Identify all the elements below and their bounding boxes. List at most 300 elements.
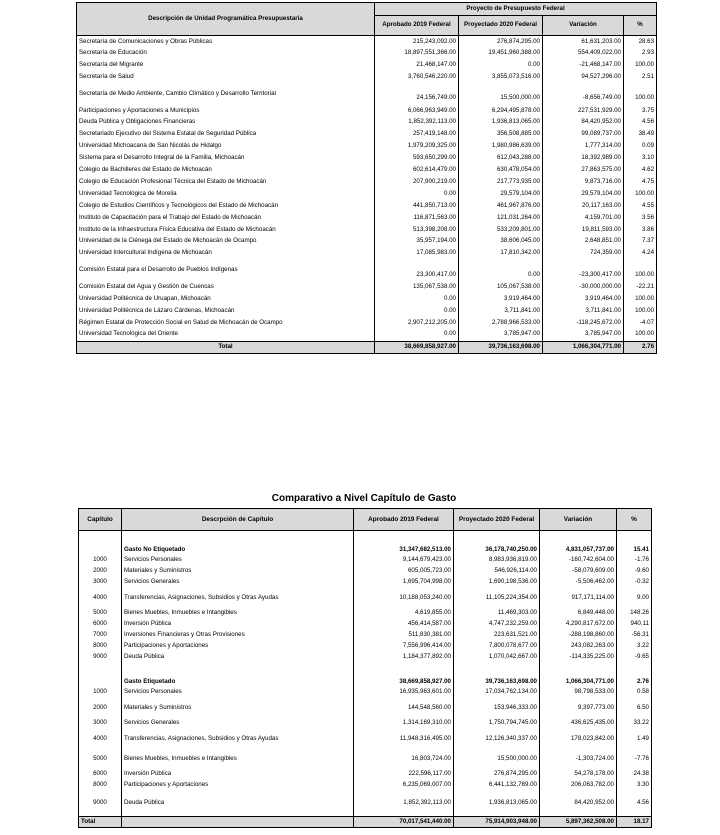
unit-description: Colegio de Educación Profesional Técnica del Estado de Michoacán <box>77 176 375 188</box>
unit-description: Deuda Pública y Obligaciones Financieras <box>77 117 375 129</box>
projected-2020: 19,451,960,388.00 <box>459 47 543 59</box>
percent: 0.09 <box>624 141 657 153</box>
unit-description: Secretaría de Comunicaciones y Obras Públicas <box>77 36 375 48</box>
unit-description: Comisión Estatal para el Desarrollo de Pueblos Indígenas <box>77 260 375 282</box>
approved-2019: 11,948,316,495.00 <box>354 729 454 749</box>
projected-2020: 15,500,000.00 <box>459 83 543 105</box>
percent: 100.00 <box>624 59 657 71</box>
variation: 554,409,022.00 <box>543 47 624 59</box>
percent: 148.26 <box>617 608 652 619</box>
projected-2020: 15,500,000.00 <box>454 749 540 769</box>
chapter-comparison-title: Comparativo a Nivel Capítulo de Gasto <box>271 493 457 504</box>
spacer-cell <box>454 663 540 677</box>
approved-2019: 6,235,069,007.00 <box>354 780 454 791</box>
percent: -7.76 <box>617 749 652 769</box>
table-row <box>79 577 652 588</box>
projected-2020: 6,441,132,789.00 <box>454 780 540 791</box>
table-row <box>79 608 652 619</box>
total-approved: 70,017,541,440.00 <box>354 817 454 828</box>
approved-2019: 456,414,587.00 <box>354 619 454 630</box>
chapter-code <box>79 545 122 556</box>
table-row <box>79 718 652 729</box>
percent: 3.30 <box>617 780 652 791</box>
projected-2020: 11,105,224,354.00 <box>454 588 540 608</box>
percent: 3.22 <box>617 641 652 652</box>
variation: 4,159,701.00 <box>543 212 624 224</box>
variation: 61,631,203.00 <box>543 36 624 48</box>
unit-description: Secretaría del Migrante <box>77 59 375 71</box>
projected-2020: 3,785,947.00 <box>459 329 543 341</box>
table-row <box>79 652 652 663</box>
approved-2019: 511,830,381.00 <box>354 630 454 641</box>
projected-2020: 1,936,813,065.00 <box>454 791 540 817</box>
projected-2020: 612,043,288.00 <box>459 153 543 165</box>
table-row <box>77 129 657 141</box>
projected-2020: 12,126,340,337.00 <box>454 729 540 749</box>
table-row <box>77 117 657 129</box>
variation: 20,117,163.00 <box>543 200 624 212</box>
approved-2019: 16,935,963,601.00 <box>354 687 454 698</box>
header-percent: % <box>617 509 652 531</box>
percent: 6.50 <box>617 698 652 718</box>
table-row <box>77 260 657 282</box>
percent: 1.49 <box>617 729 652 749</box>
budget-units-body <box>77 36 657 342</box>
total-percent: 18.17 <box>617 817 652 828</box>
chapter-description: Materiales y Suministros <box>122 566 354 577</box>
projected-2020: 223,631,521.00 <box>454 630 540 641</box>
total-percent: 2.76 <box>624 341 657 353</box>
unit-description: Universidad Intercultural Indígena de Michoacán <box>77 248 375 260</box>
chapter-description: Inversión Pública <box>122 619 354 630</box>
table-row <box>79 588 652 608</box>
spacer-cell <box>122 531 354 545</box>
projected-2020: 1,980,986,639.00 <box>459 141 543 153</box>
variation: 9,873,716.00 <box>543 176 624 188</box>
variation: 3,785,947.00 <box>543 329 624 341</box>
table-row <box>79 687 652 698</box>
approved-2019: 207,900,219.00 <box>375 176 459 188</box>
percent: 7.37 <box>624 236 657 248</box>
variation: 3,711,841.00 <box>543 305 624 317</box>
chapter-code <box>79 677 122 688</box>
header-description: Descripción de Unidad Programática Presupuestaria <box>77 3 375 36</box>
variation: 243,082,263.00 <box>540 641 617 652</box>
variation: -23,300,417.00 <box>543 260 624 282</box>
header-chapter-description: Descrpción de Capítulo <box>122 509 354 531</box>
unit-description: Secretaría de Educación <box>77 47 375 59</box>
approved-2019: 23,300,417.00 <box>375 260 459 282</box>
percent: 2.51 <box>624 71 657 83</box>
projected-2020: 630,478,054.00 <box>459 165 543 177</box>
variation: 724,359.00 <box>543 248 624 260</box>
chapter-code: 4000 <box>79 588 122 608</box>
projected-2020: 2,788,966,533.00 <box>459 317 543 329</box>
table-row <box>77 165 657 177</box>
chapter-code: 5000 <box>79 608 122 619</box>
spacer-cell <box>617 663 652 677</box>
variation: -114,335,225.00 <box>540 652 617 663</box>
total-variation: 1,066,304,771.00 <box>543 341 624 353</box>
variation: 84,420,952.00 <box>543 117 624 129</box>
chapter-description: Servicios Generales <box>122 718 354 729</box>
variation: 3,919,464.00 <box>543 294 624 306</box>
approved-2019: 3,760,546,220.00 <box>375 71 459 83</box>
chapter-description: Gasto No Etiquetado <box>122 545 354 556</box>
projected-2020: 461,967,876.00 <box>459 200 543 212</box>
approved-2019: 9,144,679,423.00 <box>354 555 454 566</box>
total-label: Total <box>79 817 122 828</box>
approved-2019: 21,468,147.00 <box>375 59 459 71</box>
chapter-code: 3000 <box>79 577 122 588</box>
variation: 917,171,114.00 <box>540 588 617 608</box>
variation: 27,863,575.00 <box>543 165 624 177</box>
table-row <box>77 59 657 71</box>
projected-2020: 29,579,104.00 <box>459 188 543 200</box>
chapter-comparison-body <box>79 531 652 817</box>
chapter-code: 4000 <box>79 729 122 749</box>
table-row <box>77 305 657 317</box>
header-approved-2019: Aprobado 2019 Federal <box>375 16 459 36</box>
chapter-description: Servicios Generales <box>122 577 354 588</box>
spacer-cell <box>79 531 122 545</box>
projected-2020: 0.00 <box>459 260 543 282</box>
percent: 940.11 <box>617 619 652 630</box>
chapter-description: Participaciones y Aportaciones <box>122 641 354 652</box>
header-projected-2020: Proyectado 2020 Federal <box>454 509 540 531</box>
approved-2019: 17,085,983.00 <box>375 248 459 260</box>
projected-2020: 8,983,936,819.00 <box>454 555 540 566</box>
percent: 100.00 <box>624 83 657 105</box>
approved-2019: 144,548,560.00 <box>354 698 454 718</box>
percent: -22.21 <box>624 282 657 294</box>
variation: 2,648,851.00 <box>543 236 624 248</box>
chapter-comparison-table <box>78 508 652 828</box>
approved-2019: 0.00 <box>375 188 459 200</box>
projected-2020: 546,926,114.00 <box>454 566 540 577</box>
table-row <box>77 212 657 224</box>
table-row <box>77 317 657 329</box>
percent: -0.32 <box>617 577 652 588</box>
chapter-description: Bienes Muebles, Inmuebles e Intangibles <box>122 749 354 769</box>
header-variation: Variación <box>540 509 617 531</box>
unit-description: Secretaría de Medio Ambiente, Cambio Climático y Desarrollo Territorial <box>77 83 375 105</box>
chapter-description: Materiales y Suministros <box>122 698 354 718</box>
variation: 206,063,782.00 <box>540 780 617 791</box>
percent: 15.41 <box>617 545 652 556</box>
variation: -5,506,462.00 <box>540 577 617 588</box>
header-variation: Variación <box>543 16 624 36</box>
percent: 100.00 <box>624 329 657 341</box>
unit-description: Participaciones y Aportaciones a Municipios <box>77 105 375 117</box>
projected-2020: 276,874,295.00 <box>454 769 540 780</box>
approved-2019: 602,614,479.00 <box>375 165 459 177</box>
unit-description: Universidad Politécnica de Uruapan, Michoacán <box>77 294 375 306</box>
projected-2020: 1,936,813,065.00 <box>459 117 543 129</box>
unit-description: Universidad Tecnológica del Oriente <box>77 329 375 341</box>
spacer-cell <box>540 531 617 545</box>
variation: 19,811,593.00 <box>543 224 624 236</box>
variation: 99,089,737.00 <box>543 129 624 141</box>
approved-2019: 605,005,723.00 <box>354 566 454 577</box>
variation: -160,742,604.00 <box>540 555 617 566</box>
approved-2019: 593,650,299.00 <box>375 153 459 165</box>
projected-2020: 1,750,794,745.00 <box>454 718 540 729</box>
percent: 4.56 <box>617 791 652 817</box>
percent: 3.86 <box>624 224 657 236</box>
chapter-description: Deuda Pública <box>122 791 354 817</box>
approved-2019: 16,803,724.00 <box>354 749 454 769</box>
unit-description: Universidad de la Ciénega del Estado de Michoacán de Ocampo <box>77 236 375 248</box>
unit-description: Instituto de la Infraestructura Física Educativa del Estado de Michoacán <box>77 224 375 236</box>
variation: 227,531,929.00 <box>543 105 624 117</box>
header-federal-budget-group: Proyecto de Presupuesto Federal <box>375 3 657 16</box>
unit-description: Régimen Estatal de Protección Social en Salud de Michoacán de Ocampo <box>77 317 375 329</box>
unit-description: Universidad Michoacana de San Nicolás de Hidalgo <box>77 141 375 153</box>
projected-2020: 217,773,935.00 <box>459 176 543 188</box>
percent: 4.24 <box>624 248 657 260</box>
approved-2019: 7,556,996,414.00 <box>354 641 454 652</box>
percent: 3.10 <box>624 153 657 165</box>
approved-2019: 257,419,148.00 <box>375 129 459 141</box>
table-row <box>77 141 657 153</box>
spacer-cell <box>354 663 454 677</box>
table-row <box>77 329 657 341</box>
chapter-code: 8000 <box>79 641 122 652</box>
projected-2020: 7,800,078,677.00 <box>454 641 540 652</box>
variation: 98,798,533.00 <box>540 687 617 698</box>
approved-2019: 18,897,551,366.00 <box>375 47 459 59</box>
unit-description: Colegio de Bachilleres del Estado de Michoacán <box>77 165 375 177</box>
spacer-cell <box>617 531 652 545</box>
approved-2019: 0.00 <box>375 329 459 341</box>
chapter-description: Participaciones y Aportaciones <box>122 780 354 791</box>
chapter-description: Servicios Personales <box>122 687 354 698</box>
percent: 38.49 <box>624 129 657 141</box>
table-row <box>77 176 657 188</box>
table-row <box>79 566 652 577</box>
chapter-code: 7000 <box>79 630 122 641</box>
unit-description: Colegio de Estudios Científicos y Tecnológicos del Estado de Michoacán <box>77 200 375 212</box>
table-row <box>79 791 652 817</box>
variation: -288,198,860.00 <box>540 630 617 641</box>
projected-2020: 4,747,232,259.00 <box>454 619 540 630</box>
total-row <box>79 817 652 828</box>
projected-2020: 533,209,801.00 <box>459 224 543 236</box>
table-row <box>77 248 657 260</box>
approved-2019: 1,852,392,113.00 <box>354 791 454 817</box>
approved-2019: 38,669,858,927.00 <box>354 677 454 688</box>
chapter-description: Transferencias, Asignaciones, Subsidios y Otras Ayudas <box>122 588 354 608</box>
spacer-cell <box>454 531 540 545</box>
total-projected: 75,914,903,948.00 <box>454 817 540 828</box>
approved-2019: 10,188,053,240.00 <box>354 588 454 608</box>
chapter-description: Inversiones Financieras y Otras Provisiones <box>122 630 354 641</box>
variation: -118,245,672.00 <box>543 317 624 329</box>
table-row <box>77 36 657 48</box>
percent: -1.76 <box>617 555 652 566</box>
percent: 33.22 <box>617 718 652 729</box>
total-label: Total <box>77 341 375 353</box>
header-approved-2019: Aprobado 2019 Federal <box>354 509 454 531</box>
projected-2020: 11,469,303.00 <box>454 608 540 619</box>
chapter-code: 2000 <box>79 698 122 718</box>
projected-2020: 153,946,333.00 <box>454 698 540 718</box>
approved-2019: 1,979,209,325.00 <box>375 141 459 153</box>
approved-2019: 1,852,392,113.00 <box>375 117 459 129</box>
approved-2019: 215,243,092.00 <box>375 36 459 48</box>
percent: 28.63 <box>624 36 657 48</box>
projected-2020: 3,919,464.00 <box>459 294 543 306</box>
table-row <box>77 236 657 248</box>
percent: 4.75 <box>624 176 657 188</box>
chapter-code: 9000 <box>79 652 122 663</box>
chapter-description: Servicios Personales <box>122 555 354 566</box>
percent: -56.31 <box>617 630 652 641</box>
variation: 4,831,057,737.00 <box>540 545 617 556</box>
chapter-code: 1000 <box>79 687 122 698</box>
header-percent: % <box>624 16 657 36</box>
unit-description: Universidad Tecnológica de Morelia <box>77 188 375 200</box>
approved-2019: 31,347,682,513.00 <box>354 545 454 556</box>
unit-description: Sistema para el Desarrollo Integral de la Familia, Michoacán <box>77 153 375 165</box>
projected-2020: 39,736,163,698.00 <box>454 677 540 688</box>
percent: 100.00 <box>624 294 657 306</box>
total-variation: 5,897,362,508.00 <box>540 817 617 828</box>
percent: 2.76 <box>617 677 652 688</box>
spacer-cell <box>540 663 617 677</box>
total-row <box>77 341 657 353</box>
projected-2020: 0.00 <box>459 59 543 71</box>
approved-2019: 222,596,117.00 <box>354 769 454 780</box>
variation: 1,066,304,771.00 <box>540 677 617 688</box>
table-row <box>77 83 657 105</box>
table-row <box>77 105 657 117</box>
percent: 24.38 <box>617 769 652 780</box>
variation: 6,849,448.00 <box>540 608 617 619</box>
chapter-code: 8000 <box>79 780 122 791</box>
variation: 1,777,314.00 <box>543 141 624 153</box>
approved-2019: 135,067,538.00 <box>375 282 459 294</box>
percent: 2.93 <box>624 47 657 59</box>
table-row <box>79 698 652 718</box>
projected-2020: 17,810,342.00 <box>459 248 543 260</box>
variation: -30,000,000.00 <box>543 282 624 294</box>
approved-2019: 2,907,212,205.00 <box>375 317 459 329</box>
unit-description: Comisión Estatal del Agua y Gestión de Cuencas <box>77 282 375 294</box>
unit-description: Secretaría de Salud <box>77 71 375 83</box>
spacer-cell <box>354 531 454 545</box>
variation: 9,397,773.00 <box>540 698 617 718</box>
approved-2019: 4,619,855.00 <box>354 608 454 619</box>
projected-2020: 3,711,841.00 <box>459 305 543 317</box>
projected-2020: 276,874,295.00 <box>459 36 543 48</box>
approved-2019: 1,314,169,310.00 <box>354 718 454 729</box>
projected-2020: 6,294,495,878.00 <box>459 105 543 117</box>
variation: 436,625,435.00 <box>540 718 617 729</box>
chapter-code: 3000 <box>79 718 122 729</box>
group-row <box>79 677 652 688</box>
table-row <box>77 224 657 236</box>
chapter-code: 6000 <box>79 769 122 780</box>
projected-2020: 356,508,885.00 <box>459 129 543 141</box>
projected-2020: 1,070,042,667.00 <box>454 652 540 663</box>
table-row <box>77 188 657 200</box>
table-row <box>79 780 652 791</box>
table-row <box>77 47 657 59</box>
percent: 0.58 <box>617 687 652 698</box>
header-chapter: Capítulo <box>79 509 122 531</box>
chapter-description: Inversión Pública <box>122 769 354 780</box>
chapter-code: 1000 <box>79 555 122 566</box>
percent: 100.00 <box>624 188 657 200</box>
approved-2019: 116,871,563.00 <box>375 212 459 224</box>
percent: 9.00 <box>617 588 652 608</box>
chapter-description: Bienes Muebles, Inmuebles e Intangibles <box>122 608 354 619</box>
budget-units-table <box>76 2 657 354</box>
table-row <box>79 729 652 749</box>
percent: 100.00 <box>624 305 657 317</box>
percent: -4.07 <box>624 317 657 329</box>
approved-2019: 1,184,377,892.00 <box>354 652 454 663</box>
table-row <box>79 769 652 780</box>
table-row <box>79 619 652 630</box>
unit-description: Instituto de Capacitación para el Trabajo del Estado de Michoacán <box>77 212 375 224</box>
table-row <box>79 749 652 769</box>
approved-2019: 0.00 <box>375 294 459 306</box>
percent: 4.55 <box>624 200 657 212</box>
approved-2019: 513,398,208.00 <box>375 224 459 236</box>
table-row <box>77 153 657 165</box>
approved-2019: 24,156,749.00 <box>375 83 459 105</box>
chapter-code: 9000 <box>79 791 122 817</box>
chapter-code: 5000 <box>79 749 122 769</box>
projected-2020: 105,067,538.00 <box>459 282 543 294</box>
projected-2020: 1,690,198,536.00 <box>454 577 540 588</box>
chapter-code: 2000 <box>79 566 122 577</box>
total-projected: 39,736,163,698.00 <box>459 341 543 353</box>
spacer-row <box>79 531 652 545</box>
chapter-description: Deuda Pública <box>122 652 354 663</box>
total-spacer <box>122 817 354 828</box>
percent: -9.60 <box>617 566 652 577</box>
variation: 18,392,989.00 <box>543 153 624 165</box>
projected-2020: 17,034,762,134.00 <box>454 687 540 698</box>
table-row <box>79 641 652 652</box>
table-row <box>79 630 652 641</box>
chapter-description: Gasto Etiquetado <box>122 677 354 688</box>
approved-2019: 6,066,963,949.00 <box>375 105 459 117</box>
table-row <box>77 294 657 306</box>
percent: 4.56 <box>624 117 657 129</box>
chapter-description: Transferencias, Asignaciones, Subsidios y Otras Ayudas <box>122 729 354 749</box>
variation: 94,527,296.00 <box>543 71 624 83</box>
variation: 54,278,178.00 <box>540 769 617 780</box>
spacer-cell <box>79 663 122 677</box>
approved-2019: 35,957,194.00 <box>375 236 459 248</box>
percent: 3.75 <box>624 105 657 117</box>
variation: -58,079,609.00 <box>540 566 617 577</box>
chapter-code: 6000 <box>79 619 122 630</box>
unit-description: Universidad Politécnica de Lázaro Cárdenas, Michoacán <box>77 305 375 317</box>
approved-2019: 441,850,713.00 <box>375 200 459 212</box>
approved-2019: 0.00 <box>375 305 459 317</box>
total-approved: 38,669,858,927.00 <box>375 341 459 353</box>
variation: 178,023,842.00 <box>540 729 617 749</box>
variation: 4,290,817,672.00 <box>540 619 617 630</box>
header-projected-2020: Proyectado 2020 Federal <box>459 16 543 36</box>
projected-2020: 36,178,740,250.00 <box>454 545 540 556</box>
